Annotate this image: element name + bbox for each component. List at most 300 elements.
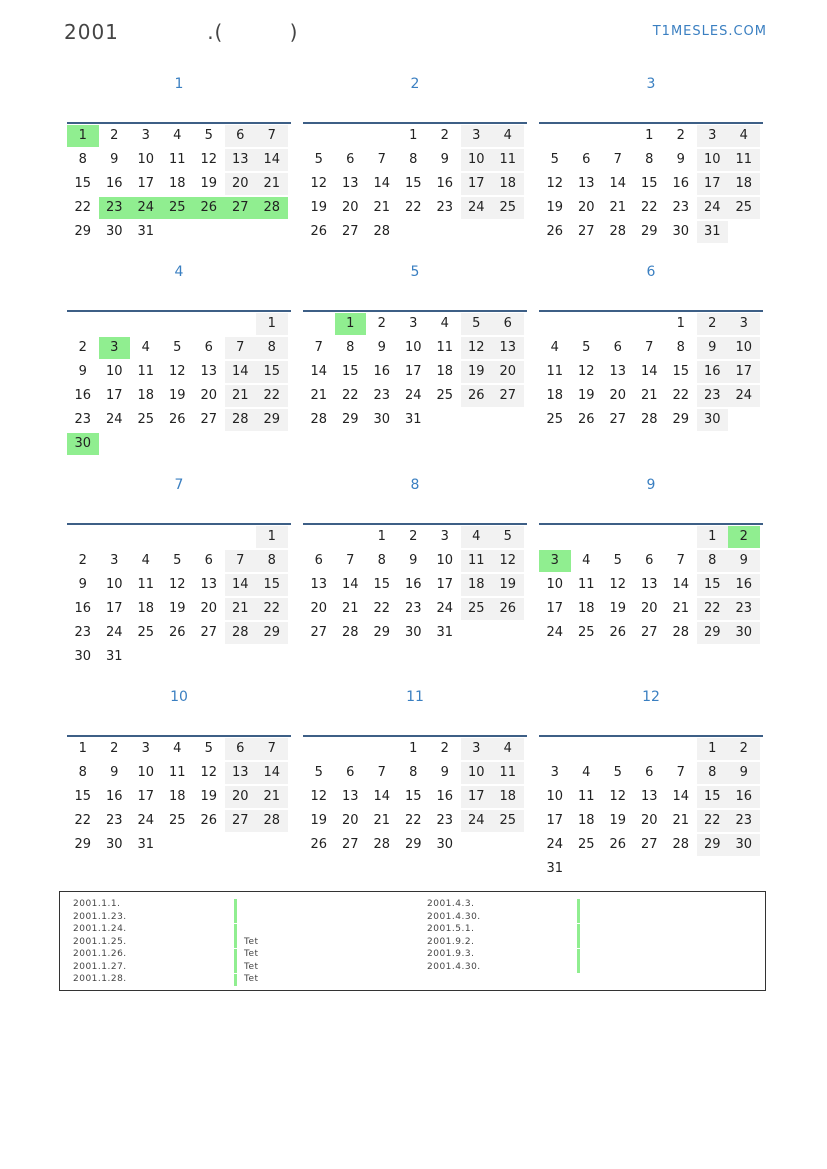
day-cell[interactable]: 30 <box>105 837 123 852</box>
day-cell[interactable]: 13 <box>310 577 328 592</box>
day-cell[interactable]: 16 <box>105 789 123 804</box>
day-cell[interactable]: 5 <box>613 553 622 568</box>
day-cell[interactable]: 12 <box>609 577 627 592</box>
day-cell[interactable]: 3 <box>697 125 729 147</box>
day-cell[interactable]: 20 <box>609 388 627 403</box>
day-cell[interactable]: 27 <box>341 837 359 852</box>
day-cell[interactable]: 30 <box>728 834 760 856</box>
day-cell[interactable]: 22 <box>404 200 422 215</box>
day-cell[interactable]: 12 <box>461 337 493 359</box>
day-cell[interactable]: 1 <box>409 741 418 756</box>
day-cell[interactable]: 2 <box>78 340 87 355</box>
day-cell[interactable]: 21 <box>672 813 690 828</box>
day-cell[interactable]: 6 <box>204 553 213 568</box>
day-cell[interactable]: 25 <box>577 837 595 852</box>
day-cell[interactable]: 16 <box>373 364 391 379</box>
day-cell[interactable]: 5 <box>461 313 493 335</box>
day-cell[interactable]: 16 <box>697 361 729 383</box>
day-cell[interactable]: 6 <box>314 553 323 568</box>
day-cell[interactable]: 25 <box>728 197 760 219</box>
day-cell[interactable]: 26 <box>546 224 564 239</box>
day-cell[interactable]: 28 <box>310 412 328 427</box>
day-cell[interactable]: 5 <box>173 553 182 568</box>
day-cell[interactable]: 5 <box>204 741 213 756</box>
day-cell[interactable]: 29 <box>74 837 92 852</box>
day-cell[interactable]: 17 <box>404 364 422 379</box>
day-cell[interactable]: 23 <box>728 598 760 620</box>
day-cell[interactable]: 9 <box>728 550 760 572</box>
day-cell[interactable]: 13 <box>341 176 359 191</box>
day-cell[interactable]: 8 <box>256 550 288 572</box>
day-cell[interactable]: 18 <box>492 786 524 808</box>
day-cell[interactable]: 21 <box>256 173 288 195</box>
day-cell[interactable]: 1 <box>676 316 685 331</box>
day-cell[interactable]: 4 <box>440 316 449 331</box>
day-cell[interactable]: 7 <box>314 340 323 355</box>
day-cell[interactable]: 2 <box>110 128 119 143</box>
day-cell[interactable]: 18 <box>436 364 454 379</box>
day-cell[interactable]: 4 <box>550 340 559 355</box>
day-cell[interactable]: 30 <box>105 224 123 239</box>
day-cell[interactable]: 24 <box>130 197 162 219</box>
day-cell[interactable]: 20 <box>200 601 218 616</box>
day-cell[interactable]: 19 <box>200 176 218 191</box>
day-cell[interactable]: 10 <box>546 789 564 804</box>
day-cell[interactable]: 4 <box>492 738 524 760</box>
day-cell[interactable]: 7 <box>346 553 355 568</box>
day-cell[interactable]: 23 <box>74 412 92 427</box>
day-cell[interactable]: 3 <box>409 316 418 331</box>
day-cell[interactable]: 11 <box>461 550 493 572</box>
day-cell[interactable]: 20 <box>341 813 359 828</box>
day-cell[interactable]: 25 <box>436 388 454 403</box>
day-cell[interactable]: 1 <box>697 738 729 760</box>
day-cell[interactable]: 27 <box>341 224 359 239</box>
day-cell[interactable]: 2 <box>697 313 729 335</box>
day-cell[interactable]: 22 <box>256 385 288 407</box>
day-cell[interactable]: 24 <box>105 412 123 427</box>
day-cell[interactable]: 8 <box>409 152 418 167</box>
day-cell[interactable]: 8 <box>645 152 654 167</box>
day-cell[interactable]: 31 <box>137 837 155 852</box>
day-cell[interactable]: 19 <box>200 789 218 804</box>
day-cell[interactable]: 31 <box>105 649 123 664</box>
day-cell[interactable]: 20 <box>640 813 658 828</box>
day-cell[interactable]: 13 <box>200 577 218 592</box>
day-cell[interactable]: 2 <box>440 128 449 143</box>
day-cell[interactable]: 25 <box>461 598 493 620</box>
day-cell[interactable]: 22 <box>74 813 92 828</box>
day-cell[interactable]: 24 <box>697 197 729 219</box>
day-cell[interactable]: 4 <box>582 553 591 568</box>
day-cell[interactable]: 13 <box>609 364 627 379</box>
day-cell[interactable]: 12 <box>168 577 186 592</box>
day-cell[interactable]: 29 <box>404 837 422 852</box>
day-cell[interactable]: 8 <box>377 553 386 568</box>
day-cell[interactable]: 1 <box>256 526 288 548</box>
day-cell[interactable]: 11 <box>492 149 524 171</box>
day-cell[interactable]: 23 <box>728 810 760 832</box>
day-cell[interactable]: 15 <box>404 176 422 191</box>
day-cell[interactable]: 10 <box>137 152 155 167</box>
day-cell[interactable]: 18 <box>137 388 155 403</box>
day-cell[interactable]: 1 <box>335 313 367 335</box>
day-cell[interactable]: 21 <box>225 598 257 620</box>
day-cell[interactable]: 2 <box>409 529 418 544</box>
day-cell[interactable]: 17 <box>461 173 493 195</box>
day-cell[interactable]: 1 <box>78 741 87 756</box>
day-cell[interactable]: 19 <box>609 601 627 616</box>
day-cell[interactable]: 15 <box>256 361 288 383</box>
day-cell[interactable]: 30 <box>436 837 454 852</box>
day-cell[interactable]: 14 <box>373 789 391 804</box>
day-cell[interactable]: 12 <box>492 550 524 572</box>
day-cell[interactable]: 9 <box>78 364 87 379</box>
day-cell[interactable]: 8 <box>676 340 685 355</box>
day-cell[interactable]: 26 <box>492 598 524 620</box>
day-cell[interactable]: 21 <box>672 601 690 616</box>
day-cell[interactable]: 3 <box>550 765 559 780</box>
day-cell[interactable]: 22 <box>256 598 288 620</box>
day-cell[interactable]: 18 <box>728 173 760 195</box>
day-cell[interactable]: 13 <box>225 762 257 784</box>
day-cell[interactable]: 4 <box>173 128 182 143</box>
day-cell[interactable]: 17 <box>546 601 564 616</box>
day-cell[interactable]: 11 <box>728 149 760 171</box>
day-cell[interactable]: 7 <box>225 337 257 359</box>
day-cell[interactable]: 24 <box>461 197 493 219</box>
day-cell[interactable]: 26 <box>193 197 225 219</box>
day-cell[interactable]: 30 <box>74 649 92 664</box>
day-cell[interactable]: 1 <box>256 313 288 335</box>
day-cell[interactable]: 10 <box>461 762 493 784</box>
day-cell[interactable]: 12 <box>200 765 218 780</box>
day-cell[interactable]: 22 <box>373 601 391 616</box>
day-cell[interactable]: 16 <box>436 789 454 804</box>
day-cell[interactable]: 17 <box>546 813 564 828</box>
day-cell[interactable]: 31 <box>404 412 422 427</box>
day-cell[interactable]: 29 <box>74 224 92 239</box>
day-cell[interactable]: 5 <box>204 128 213 143</box>
day-cell[interactable]: 6 <box>346 152 355 167</box>
day-cell[interactable]: 17 <box>137 789 155 804</box>
day-cell[interactable]: 12 <box>609 789 627 804</box>
day-cell[interactable]: 24 <box>546 837 564 852</box>
day-cell[interactable]: 1 <box>67 125 99 147</box>
day-cell[interactable]: 15 <box>404 789 422 804</box>
day-cell[interactable]: 7 <box>676 553 685 568</box>
day-cell[interactable]: 5 <box>550 152 559 167</box>
day-cell[interactable]: 15 <box>697 574 729 596</box>
day-cell[interactable]: 7 <box>256 125 288 147</box>
day-cell[interactable]: 25 <box>162 197 194 219</box>
day-cell[interactable]: 21 <box>373 813 391 828</box>
day-cell[interactable]: 23 <box>105 813 123 828</box>
day-cell[interactable]: 4 <box>141 553 150 568</box>
day-cell[interactable]: 16 <box>74 601 92 616</box>
day-cell[interactable]: 3 <box>461 738 493 760</box>
day-cell[interactable]: 31 <box>546 861 564 876</box>
day-cell[interactable]: 13 <box>225 149 257 171</box>
day-cell[interactable]: 14 <box>225 574 257 596</box>
day-cell[interactable]: 14 <box>310 364 328 379</box>
day-cell[interactable]: 14 <box>672 577 690 592</box>
day-cell[interactable]: 7 <box>377 152 386 167</box>
day-cell[interactable]: 15 <box>256 574 288 596</box>
day-cell[interactable]: 10 <box>137 765 155 780</box>
day-cell[interactable]: 1 <box>645 128 654 143</box>
day-cell[interactable]: 17 <box>436 577 454 592</box>
day-cell[interactable]: 9 <box>728 762 760 784</box>
day-cell[interactable]: 12 <box>310 789 328 804</box>
day-cell[interactable]: 9 <box>110 152 119 167</box>
day-cell[interactable]: 14 <box>640 364 658 379</box>
day-cell[interactable]: 22 <box>640 200 658 215</box>
day-cell[interactable]: 26 <box>609 837 627 852</box>
day-cell[interactable]: 15 <box>640 176 658 191</box>
day-cell[interactable]: 4 <box>582 765 591 780</box>
day-cell[interactable]: 27 <box>225 197 257 219</box>
day-cell[interactable]: 29 <box>697 834 729 856</box>
day-cell[interactable]: 28 <box>672 625 690 640</box>
day-cell[interactable]: 17 <box>697 173 729 195</box>
day-cell[interactable]: 30 <box>672 224 690 239</box>
day-cell[interactable]: 3 <box>728 313 760 335</box>
day-cell[interactable]: 11 <box>137 577 155 592</box>
day-cell[interactable]: 14 <box>609 176 627 191</box>
day-cell[interactable]: 28 <box>225 409 257 431</box>
day-cell[interactable]: 19 <box>310 813 328 828</box>
day-cell[interactable]: 26 <box>168 625 186 640</box>
day-cell[interactable]: 21 <box>310 388 328 403</box>
day-cell[interactable]: 2 <box>377 316 386 331</box>
day-cell[interactable]: 3 <box>141 741 150 756</box>
day-cell[interactable]: 27 <box>310 625 328 640</box>
day-cell[interactable]: 23 <box>74 625 92 640</box>
day-cell[interactable]: 15 <box>672 364 690 379</box>
day-cell[interactable]: 28 <box>373 224 391 239</box>
day-cell[interactable]: 11 <box>546 364 564 379</box>
day-cell[interactable]: 4 <box>492 125 524 147</box>
day-cell[interactable]: 12 <box>577 364 595 379</box>
day-cell[interactable]: 10 <box>697 149 729 171</box>
day-cell[interactable]: 19 <box>546 200 564 215</box>
day-cell[interactable]: 25 <box>577 625 595 640</box>
day-cell[interactable]: 10 <box>436 553 454 568</box>
day-cell[interactable]: 28 <box>256 197 288 219</box>
day-cell[interactable]: 10 <box>546 577 564 592</box>
day-cell[interactable]: 26 <box>609 625 627 640</box>
day-cell[interactable]: 10 <box>105 364 123 379</box>
day-cell[interactable]: 21 <box>225 385 257 407</box>
day-cell[interactable]: 11 <box>436 340 454 355</box>
day-cell[interactable]: 16 <box>728 786 760 808</box>
day-cell[interactable]: 15 <box>341 364 359 379</box>
day-cell[interactable]: 23 <box>672 200 690 215</box>
day-cell[interactable]: 17 <box>461 786 493 808</box>
day-cell[interactable]: 6 <box>582 152 591 167</box>
day-cell[interactable]: 5 <box>582 340 591 355</box>
day-cell[interactable]: 13 <box>577 176 595 191</box>
day-cell[interactable]: 28 <box>256 810 288 832</box>
day-cell[interactable]: 2 <box>676 128 685 143</box>
day-cell[interactable]: 7 <box>377 765 386 780</box>
day-cell[interactable]: 14 <box>225 361 257 383</box>
day-cell[interactable]: 10 <box>461 149 493 171</box>
day-cell[interactable]: 14 <box>256 762 288 784</box>
day-cell[interactable]: 4 <box>173 741 182 756</box>
day-cell[interactable]: 19 <box>492 574 524 596</box>
day-cell[interactable]: 3 <box>110 553 119 568</box>
day-cell[interactable]: 23 <box>436 813 454 828</box>
day-cell[interactable]: 28 <box>640 412 658 427</box>
day-cell[interactable]: 2 <box>728 738 760 760</box>
day-cell[interactable]: 1 <box>697 526 729 548</box>
day-cell[interactable]: 3 <box>440 529 449 544</box>
day-cell[interactable]: 12 <box>200 152 218 167</box>
day-cell[interactable]: 6 <box>645 765 654 780</box>
day-cell[interactable]: 3 <box>461 125 493 147</box>
day-cell[interactable]: 29 <box>341 412 359 427</box>
day-cell[interactable]: 8 <box>697 550 729 572</box>
day-cell[interactable]: 25 <box>546 412 564 427</box>
day-cell[interactable]: 28 <box>609 224 627 239</box>
day-cell[interactable]: 30 <box>697 409 729 431</box>
day-cell[interactable]: 13 <box>492 337 524 359</box>
day-cell[interactable]: 11 <box>577 577 595 592</box>
day-cell[interactable]: 23 <box>373 388 391 403</box>
day-cell[interactable]: 16 <box>105 176 123 191</box>
day-cell[interactable]: 21 <box>256 786 288 808</box>
day-cell[interactable]: 26 <box>310 224 328 239</box>
day-cell[interactable]: 8 <box>346 340 355 355</box>
site-brand-link[interactable]: T1MESLES.COM <box>652 24 767 39</box>
day-cell[interactable]: 19 <box>310 200 328 215</box>
day-cell[interactable]: 17 <box>137 176 155 191</box>
day-cell[interactable]: 20 <box>225 786 257 808</box>
day-cell[interactable]: 22 <box>697 810 729 832</box>
day-cell[interactable]: 8 <box>78 765 87 780</box>
day-cell[interactable]: 4 <box>728 125 760 147</box>
day-cell[interactable]: 6 <box>204 340 213 355</box>
day-cell[interactable]: 15 <box>373 577 391 592</box>
day-cell[interactable]: 13 <box>200 364 218 379</box>
day-cell[interactable]: 27 <box>640 837 658 852</box>
day-cell[interactable]: 14 <box>256 149 288 171</box>
day-cell[interactable]: 6 <box>346 765 355 780</box>
day-cell[interactable]: 7 <box>225 550 257 572</box>
day-cell[interactable]: 25 <box>137 625 155 640</box>
day-cell[interactable]: 15 <box>697 786 729 808</box>
day-cell[interactable]: 6 <box>492 313 524 335</box>
day-cell[interactable]: 15 <box>74 176 92 191</box>
day-cell[interactable]: 18 <box>492 173 524 195</box>
day-cell[interactable]: 9 <box>697 337 729 359</box>
day-cell[interactable]: 6 <box>613 340 622 355</box>
day-cell[interactable]: 12 <box>546 176 564 191</box>
day-cell[interactable]: 9 <box>110 765 119 780</box>
day-cell[interactable]: 23 <box>99 197 131 219</box>
day-cell[interactable]: 27 <box>200 412 218 427</box>
day-cell[interactable]: 20 <box>310 601 328 616</box>
day-cell[interactable]: 27 <box>200 625 218 640</box>
day-cell[interactable]: 26 <box>168 412 186 427</box>
day-cell[interactable]: 20 <box>492 361 524 383</box>
day-cell[interactable]: 8 <box>409 765 418 780</box>
day-cell[interactable]: 18 <box>168 176 186 191</box>
day-cell[interactable]: 17 <box>105 388 123 403</box>
day-cell[interactable]: 4 <box>461 526 493 548</box>
day-cell[interactable]: 5 <box>492 526 524 548</box>
day-cell[interactable]: 29 <box>256 622 288 644</box>
day-cell[interactable]: 2 <box>440 741 449 756</box>
day-cell[interactable]: 1 <box>409 128 418 143</box>
day-cell[interactable]: 6 <box>645 553 654 568</box>
day-cell[interactable]: 27 <box>609 412 627 427</box>
day-cell[interactable]: 20 <box>577 200 595 215</box>
day-cell[interactable]: 20 <box>200 388 218 403</box>
day-cell[interactable]: 8 <box>256 337 288 359</box>
day-cell[interactable]: 2 <box>110 741 119 756</box>
day-cell[interactable]: 6 <box>225 125 257 147</box>
day-cell[interactable]: 9 <box>409 553 418 568</box>
day-cell[interactable]: 31 <box>137 224 155 239</box>
day-cell[interactable]: 6 <box>225 738 257 760</box>
day-cell[interactable]: 28 <box>225 622 257 644</box>
day-cell[interactable]: 18 <box>577 601 595 616</box>
day-cell[interactable]: 31 <box>436 625 454 640</box>
day-cell[interactable]: 14 <box>373 176 391 191</box>
day-cell[interactable]: 28 <box>341 625 359 640</box>
day-cell[interactable]: 22 <box>404 813 422 828</box>
day-cell[interactable]: 29 <box>697 622 729 644</box>
day-cell[interactable]: 25 <box>137 412 155 427</box>
day-cell[interactable]: 16 <box>404 577 422 592</box>
day-cell[interactable]: 11 <box>577 789 595 804</box>
day-cell[interactable]: 9 <box>377 340 386 355</box>
day-cell[interactable]: 16 <box>436 176 454 191</box>
day-cell[interactable]: 13 <box>640 577 658 592</box>
day-cell[interactable]: 26 <box>200 813 218 828</box>
day-cell[interactable]: 24 <box>461 810 493 832</box>
day-cell[interactable]: 11 <box>168 152 186 167</box>
day-cell[interactable]: 20 <box>225 173 257 195</box>
day-cell[interactable]: 5 <box>173 340 182 355</box>
day-cell[interactable]: 30 <box>728 622 760 644</box>
day-cell[interactable]: 18 <box>577 813 595 828</box>
day-cell[interactable]: 19 <box>168 601 186 616</box>
day-cell[interactable]: 5 <box>613 765 622 780</box>
day-cell[interactable]: 23 <box>404 601 422 616</box>
day-cell[interactable]: 11 <box>168 765 186 780</box>
day-cell[interactable]: 7 <box>645 340 654 355</box>
day-cell[interactable]: 9 <box>440 152 449 167</box>
day-cell[interactable]: 26 <box>310 837 328 852</box>
day-cell[interactable]: 13 <box>640 789 658 804</box>
day-cell[interactable]: 12 <box>168 364 186 379</box>
day-cell[interactable]: 19 <box>577 388 595 403</box>
day-cell[interactable]: 29 <box>373 625 391 640</box>
day-cell[interactable]: 4 <box>141 340 150 355</box>
day-cell[interactable]: 10 <box>105 577 123 592</box>
day-cell[interactable]: 30 <box>373 412 391 427</box>
day-cell[interactable]: 7 <box>676 765 685 780</box>
day-cell[interactable]: 20 <box>341 200 359 215</box>
day-cell[interactable]: 21 <box>609 200 627 215</box>
day-cell[interactable]: 25 <box>168 813 186 828</box>
day-cell[interactable]: 24 <box>546 625 564 640</box>
day-cell[interactable]: 27 <box>492 385 524 407</box>
